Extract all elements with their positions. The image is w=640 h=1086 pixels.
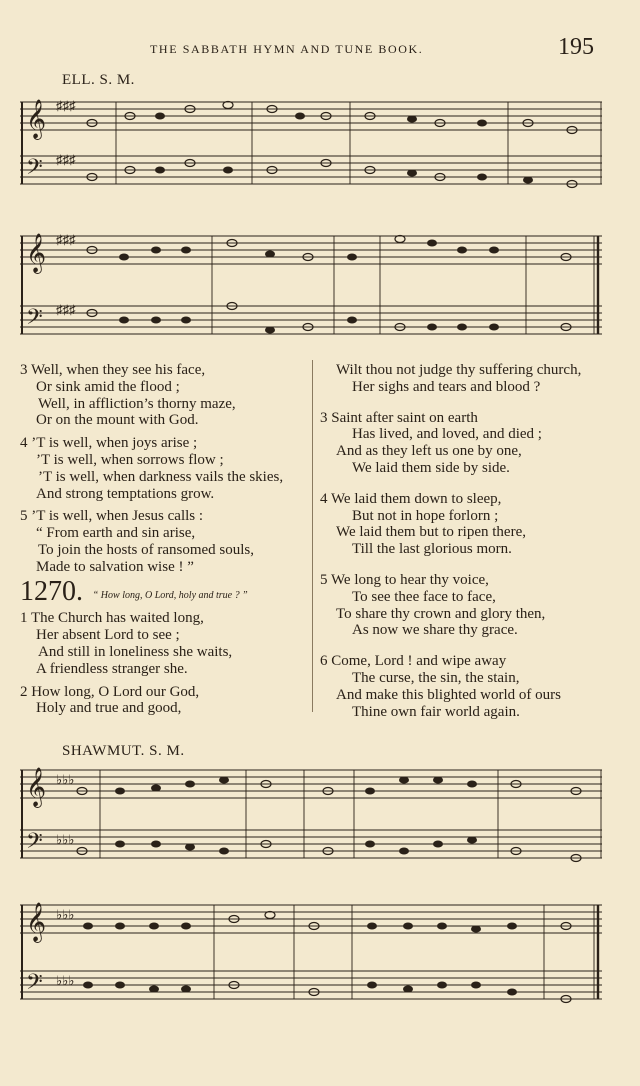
- svg-text:♭♭♭: ♭♭♭: [56, 772, 75, 787]
- verse-line: Her sighs and tears and blood ?: [352, 378, 541, 395]
- grand-staff: [20, 226, 602, 346]
- svg-text:𝄞: 𝄞: [26, 904, 47, 941]
- music-system-shawmut-1: [20, 760, 602, 870]
- verse-line: A friendless stranger she.: [36, 660, 188, 677]
- stanza: [320, 362, 620, 396]
- svg-text:𝄢: 𝄢: [26, 155, 43, 184]
- verse-line: And strong temptations grow.: [36, 485, 215, 502]
- column-divider: [312, 360, 313, 712]
- verse-line: Her absent Lord to see ;: [36, 627, 180, 644]
- svg-text:𝄞: 𝄞: [26, 101, 47, 138]
- verse-line: ’T is well, when darkness vails the skies,: [38, 468, 284, 485]
- grand-staff: [20, 895, 602, 1015]
- verse-line: We laid them side by side.: [352, 459, 510, 476]
- verse-line: The curse, the sin, the stain,: [352, 669, 520, 686]
- left-column: [20, 362, 305, 723]
- stanza: [20, 684, 305, 718]
- verse-line: Has lived, and loved, and died ;: [352, 426, 542, 443]
- music-system-ell-2: [20, 226, 602, 346]
- hymn-number: 1270.: [20, 575, 83, 607]
- stanza: [320, 410, 620, 477]
- music-system-shawmut-2: [20, 895, 602, 1015]
- running-head: THE SABBATH HYMN AND TUNE BOOK.: [150, 42, 424, 56]
- verse-line: Thine own fair world again.: [352, 703, 520, 720]
- verse-line: As now we share thy grace.: [352, 622, 518, 639]
- svg-text:♯♯♯: ♯♯♯: [56, 302, 76, 317]
- stanza: [320, 572, 620, 639]
- svg-text:𝄢: 𝄢: [26, 970, 43, 999]
- tune-title-shawmut: SHAWMUT. S. M.: [62, 743, 185, 759]
- stanza: [20, 610, 305, 677]
- stanza: [20, 508, 305, 575]
- stanza: [320, 653, 620, 720]
- tune-title-ell: ELL. S. M.: [62, 72, 135, 88]
- hymn-scripture-quote: “ How long, O Lord, holy and true ? ”: [92, 589, 248, 601]
- verse-line: 5 ’T is well, when Jesus calls :: [20, 508, 204, 525]
- svg-text:♯♯♯: ♯♯♯: [56, 152, 76, 167]
- stanza: [20, 435, 305, 502]
- svg-text:♯♯♯: ♯♯♯: [56, 98, 76, 113]
- verse-line: Well, in affliction’s thorny maze,: [38, 395, 236, 412]
- svg-text:♭♭♭: ♭♭♭: [56, 907, 75, 922]
- verse-line: Holy and true and good,: [36, 700, 182, 717]
- stanza: [20, 362, 305, 429]
- page-number: 195: [558, 34, 594, 60]
- verse-line: ’T is well, when sorrows flow ;: [36, 451, 224, 468]
- music-system-ell-1: [20, 92, 602, 202]
- verse-line: Or sink amid the flood ;: [36, 378, 180, 395]
- verse-line: Wilt thou not judge thy suffering church,: [336, 362, 582, 378]
- verse-line: 4 We laid them down to sleep,: [320, 490, 502, 507]
- svg-text:𝄞: 𝄞: [26, 769, 47, 806]
- verse-line: To join the hosts of ransomed souls,: [38, 541, 255, 558]
- svg-text:𝄢: 𝄢: [26, 305, 43, 334]
- verse-line: 3 Saint after saint on earth: [320, 409, 478, 426]
- svg-text:♯♯♯: ♯♯♯: [56, 232, 76, 247]
- verse-line: And still in loneliness she waits,: [38, 643, 233, 660]
- verse-line: But not in hope forlorn ;: [352, 507, 499, 524]
- verse-line: We laid them but to ripen there,: [336, 524, 526, 541]
- verse-line: And as they left us one by one,: [336, 443, 522, 460]
- verse-line: Made to salvation wise ! ”: [36, 558, 194, 575]
- verse-line: 3 Well, when they see his face,: [20, 362, 206, 378]
- verse-line: “ From earth and sin arise,: [36, 525, 196, 542]
- svg-text:♭♭♭: ♭♭♭: [56, 832, 75, 847]
- hymn-heading: [20, 575, 305, 607]
- verse-line: And make this blighted world of ours: [336, 686, 561, 703]
- verse-line: Till the last glorious morn.: [352, 541, 512, 558]
- verse-line: 4 ’T is well, when joys arise ;: [20, 435, 198, 452]
- grand-staff: [20, 760, 602, 870]
- stanza: [320, 491, 620, 558]
- svg-text:𝄞: 𝄞: [26, 235, 47, 272]
- verse-line: To see thee face to face,: [352, 588, 496, 605]
- verse-line: To share thy crown and glory then,: [336, 605, 546, 622]
- right-column: [320, 362, 620, 726]
- verse-line: 2 How long, O Lord our God,: [20, 683, 200, 700]
- verse-line: 6 Come, Lord ! and wipe away: [320, 653, 507, 670]
- verse-line: 5 We long to hear thy voice,: [320, 571, 489, 588]
- verse-line: 1 The Church has waited long,: [20, 610, 204, 627]
- svg-text:♭♭♭: ♭♭♭: [56, 973, 75, 988]
- verse-line: Or on the mount with God.: [36, 412, 199, 429]
- grand-staff: [20, 92, 602, 202]
- svg-text:𝄢: 𝄢: [26, 829, 43, 858]
